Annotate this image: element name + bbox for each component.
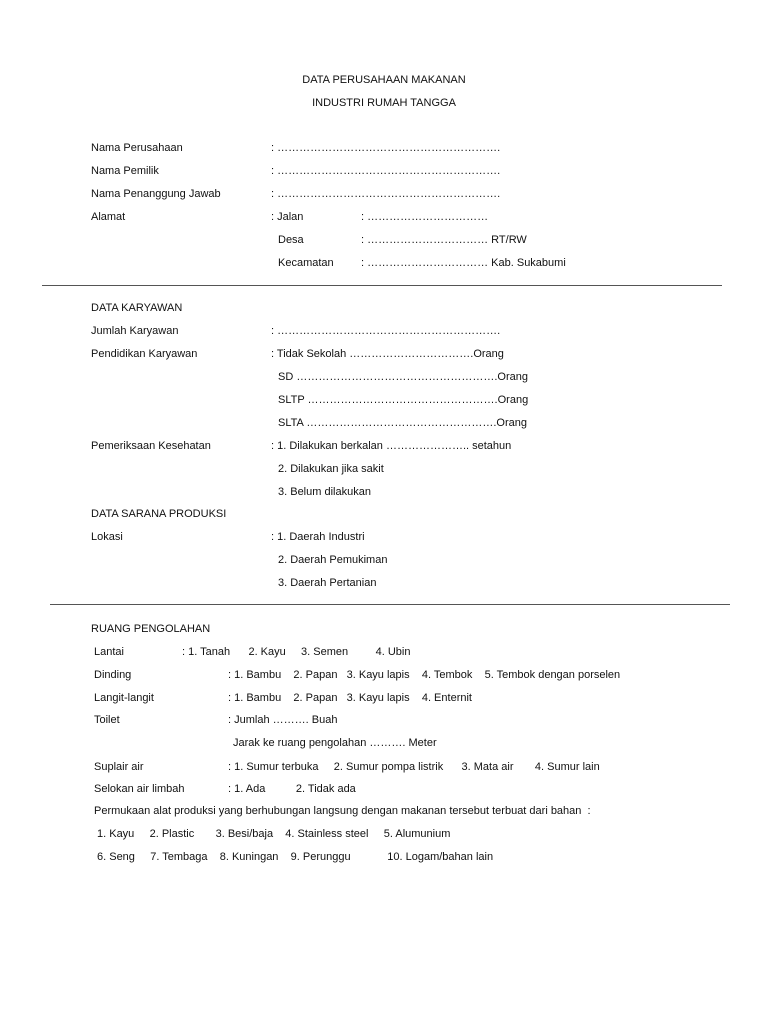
- jalan-field: : ……………………………: [361, 211, 489, 223]
- pendidikan-label: Pendidikan Karyawan: [91, 348, 198, 360]
- penanggung-jawab-field: : …………………………………………………….: [271, 188, 501, 200]
- document-subtitle: INDUSTRI RUMAH TANGGA: [312, 97, 456, 109]
- desa-label: Desa: [278, 234, 304, 246]
- section-heading-karyawan: DATA KARYAWAN: [91, 302, 183, 314]
- section-divider: [50, 604, 730, 605]
- nama-pemilik-field: : …………………………………………………….: [271, 165, 501, 177]
- dinding-label: Dinding: [94, 669, 132, 681]
- langit-options: : 1. Bambu 2. Papan 3. Kayu lapis 4. Enternit: [228, 692, 472, 704]
- toilet-label: Toilet: [94, 714, 120, 726]
- langit-label: Langit-langit: [94, 692, 154, 704]
- document-title: DATA PERUSAHAAN MAKANAN: [302, 74, 466, 86]
- lantai-options: : 1. Tanah 2. Kayu 3. Semen 4. Ubin: [182, 646, 411, 658]
- jalan-label: : Jalan: [271, 211, 304, 223]
- bahan-options-row: 6. Seng 7. Tembaga 8. Kuningan 9. Perunggu 10. Logam/bahan lain: [97, 851, 494, 863]
- pendidikan-row: SD ……………………………………………….Orang: [278, 371, 528, 383]
- suplai-options: : 1. Sumur terbuka 2. Sumur pompa listrik 3. Mata air 4. Sumur lain: [228, 761, 600, 773]
- jumlah-karyawan-field: : …………………………………………………….: [271, 325, 501, 337]
- pendidikan-row: : Tidak Sekolah …………………………….Orang: [271, 348, 504, 360]
- selokan-label: Selokan air limbah: [94, 783, 185, 795]
- suplai-label: Suplair air: [94, 761, 144, 773]
- kecamatan-field: : …………………………… Kab. Sukabumi: [361, 257, 566, 269]
- kesehatan-option: 2. Dilakukan jika sakit: [278, 463, 384, 475]
- penanggung-jawab-label: Nama Penanggung Jawab: [91, 188, 221, 200]
- kesehatan-option: 3. Belum dilakukan: [278, 486, 371, 498]
- selokan-options: : 1. Ada 2. Tidak ada: [228, 783, 356, 795]
- pendidikan-row: SLTP …………………………………………….Orang: [278, 394, 529, 406]
- nama-pemilik-label: Nama Pemilik: [91, 165, 159, 177]
- lokasi-label: Lokasi: [91, 531, 123, 543]
- jumlah-karyawan-label: Jumlah Karyawan: [91, 325, 179, 337]
- section-heading-ruang: RUANG PENGOLAHAN: [91, 623, 211, 635]
- dinding-options: : 1. Bambu 2. Papan 3. Kayu lapis 4. Tembok 5. Tembok dengan porselen: [228, 669, 621, 681]
- lantai-label: Lantai: [94, 646, 124, 658]
- section-divider: [42, 285, 722, 286]
- lokasi-option: 3. Daerah Pertanian: [278, 577, 377, 589]
- permukaan-question: Permukaan alat produksi yang berhubungan langsung dengan makanan tersebut terbuat dari bahan :: [94, 805, 591, 817]
- pendidikan-row: SLTA …………………………………………….Orang: [278, 417, 527, 429]
- lokasi-option: 2. Daerah Pemukiman: [278, 554, 388, 566]
- kecamatan-label: Kecamatan: [278, 257, 334, 269]
- alamat-label: Alamat: [91, 211, 126, 223]
- bahan-options-row: 1. Kayu 2. Plastic 3. Besi/baja 4. Stainless steel 5. Alumunium: [97, 828, 451, 840]
- lokasi-option: : 1. Daerah Industri: [271, 531, 365, 543]
- jarak-field: Jarak ke ruang pengolahan ………. Meter: [233, 737, 437, 749]
- desa-field: : …………………………… RT/RW: [361, 234, 527, 246]
- kesehatan-label: Pemeriksaan Kesehatan: [91, 440, 211, 452]
- nama-perusahaan-label: Nama Perusahaan: [91, 142, 183, 154]
- nama-perusahaan-field: : …………………………………………………….: [271, 142, 501, 154]
- section-heading-sarana: DATA SARANA PRODUKSI: [91, 508, 227, 520]
- kesehatan-option: : 1. Dilakukan berkalan ………………….. setahun: [271, 440, 512, 452]
- toilet-field: : Jumlah ………. Buah: [228, 714, 338, 726]
